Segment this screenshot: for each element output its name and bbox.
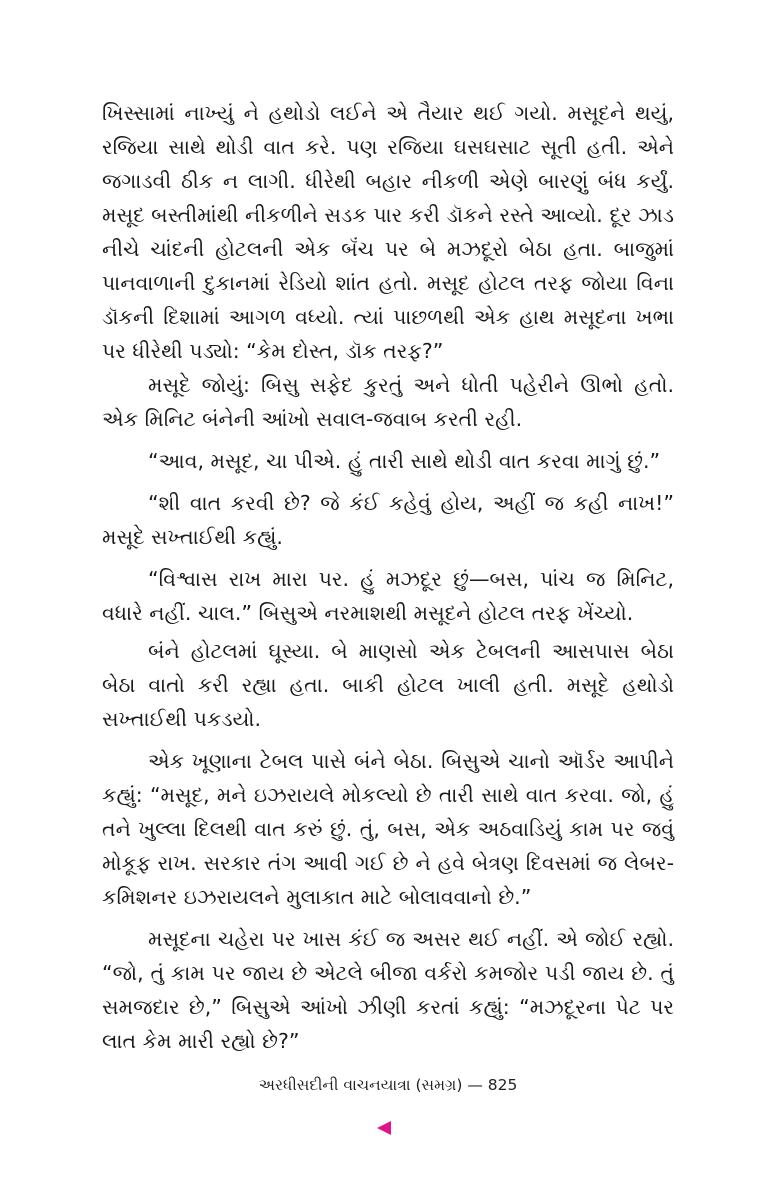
paragraph: બંને હોટલમાં ઘૂસ્યા. બે માણસો એક ટેબલની આસપાસ બેઠા બેઠા વાતો કરી રહ્યા હતા. બાકી હોટલ ખાલી હતી. મસૂદે હથોડો સખ્તાઈથી પકડયો. [102,639,674,731]
paragraph: “આવ, મસૂદ, ચા પીએ. હું તારી સાથે થોડી વાત કરવા માગું છું.” [148,449,661,473]
paragraph: ખિસ્સામાં નાખ્યું ને હથોડો લઈને એ તૈયાર થઈ ગયો. મસૂદને થયું, રજિયા સાથે થોડી વાત કરે. પણ રજિયા ઘસઘસાટ સૂતી હતી. એને જગાડવી ઠીક ન લાગી. ધીરેથી બહાર નીકળી એણે બારણું બંધ કર્યું. મસૂદ બસ્તીમાંથી નીકળીને સડક પાર કરી ડૉકને રસ્તે આવ્યો. દૂર ઝાડ નીચે ચાંદની હોટલની એક બૅંચ પર બે મઝદૂરો બેઠા હતા. બાજુમાં પાનવાળાની દુકાનમાં રેડિયો શાંત હતો. મસૂદ હોટલ તરફ જોયા વિના ડૉકની દિશામાં આગળ વધ્યો. ત્યાં પાછળથી એક હાથ મસૂદના ખભા પર ધીરેથી પડ્યો: “કેમ દોસ્ત, ડૉક તરફ?” [102,101,674,363]
page-body [102,96,674,1058]
paragraph: એક ખૂણાના ટેબલ પાસે બંને બેઠા. બિસુએ ચાનો ઑર્ડર આપીને કહ્યું: “મસૂદ, મને ઇઝરાયલે મોકલ્યો છે તારી સાથે વાત કરવા. જો, હું તને ખુલ્લા દિલથી વાત કરું છું. તું, બસ, એક અઠવાડિયું કામ પર જવું મોકૂફ રાખ. સરકાર તંગ આવી ગઈ છે ને હવે બેત્રણ દિવસમાં જ લેબર-કમિશનર ઇઝરાયલને મુલાકાત માટે બોલાવવાનો છે.” [102,749,674,909]
triangle-left-icon[interactable] [377,1121,391,1135]
paragraph: મસૂદે જોયું: બિસુ સફેદ કુરતું અને ધોતી પહેરીને ઊભો હતો. એક મિનિટ બંનેની આંખો સવાલ-જવાબ કરતી રહી. [102,373,674,431]
paragraph: “વિશ્વાસ રાખ મારા પર. હું મઝદૂર છું—બસ, પાંચ જ મિનિટ, વધારે નહીં. ચાલ.” બિસુએ નરમાશથી મસૂદને હોટલ તરફ ખેંચ્યો. [102,567,674,625]
paragraph: “શી વાત કરવી છે? જે કંઈ કહેવું હોય, અહીં જ કહી નાખ!” મસૂદે સખ્તાઈથી કહ્યું. [102,491,674,549]
paragraph: મસૂદના ચહેરા પર ખાસ કંઈ જ અસર થઈ નહીં. એ જોઈ રહ્યો. “જો, તું કામ પર જાય છે એટલે બીજા વર્કરો કમજોર પડી જાય છે. તું સમજદાર છે,” બિસુએ આંખો ઝીણી કરતાં કહ્યું: “મઝદૂરના પેટ પર લાત કેમ મારી રહ્યો છે?” [102,927,674,1053]
footer-text: અરધીસદીની વાચનયાત્રા (સમગ્ર) — 825 [258,1076,518,1094]
page-footer [0,1076,776,1095]
